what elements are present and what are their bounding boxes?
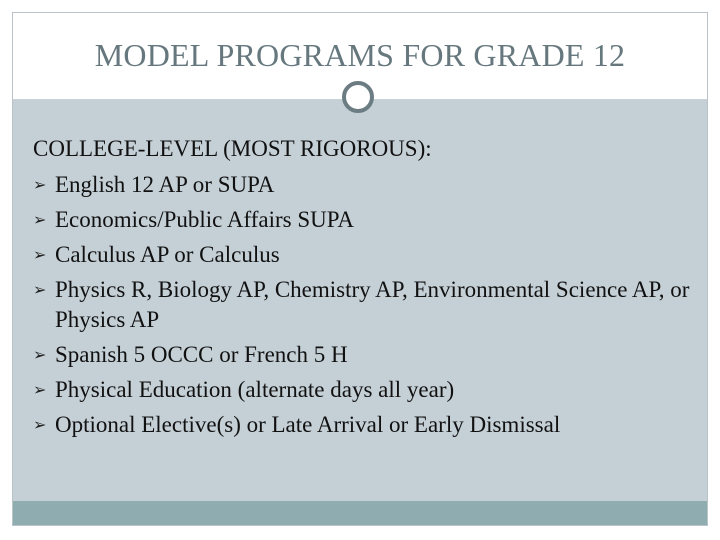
arrow-bullet-icon: ➢ [33,415,47,434]
list-item-text: Optional Elective(s) or Late Arrival or Early Dismissal [55,412,561,437]
list-item [33,240,693,270]
list-item-text: Physics R, Biology AP, Chemistry AP, Environmental Science AP, or Physics AP [55,277,690,332]
circle-ornament-icon [342,81,374,113]
list-item-text: English 12 AP or SUPA [55,172,275,197]
list-item-text: Spanish 5 OCCC or French 5 H [55,342,348,367]
list-item [33,375,693,405]
arrow-bullet-icon: ➢ [33,280,47,299]
content-area [13,100,707,502]
slide-title: MODEL PROGRAMS FOR GRADE 12 [94,37,626,73]
list-item-text: Calculus AP or Calculus [55,242,280,267]
arrow-bullet-icon: ➢ [33,175,47,194]
slide [12,12,708,526]
arrow-bullet-icon: ➢ [33,245,47,264]
section-heading: COLLEGE-LEVEL (MOST RIGOROUS): [33,136,432,161]
course-list [33,170,693,445]
footer-band [13,501,707,525]
list-item [33,410,693,440]
list-item [33,205,693,235]
list-item-text: Physical Education (alternate days all year) [55,377,455,402]
arrow-bullet-icon: ➢ [33,210,47,229]
list-item-text: Economics/Public Affairs SUPA [55,207,355,232]
list-item [33,170,693,200]
arrow-bullet-icon: ➢ [33,345,47,364]
list-item [33,275,693,335]
arrow-bullet-icon: ➢ [33,380,47,399]
list-item [33,340,693,370]
